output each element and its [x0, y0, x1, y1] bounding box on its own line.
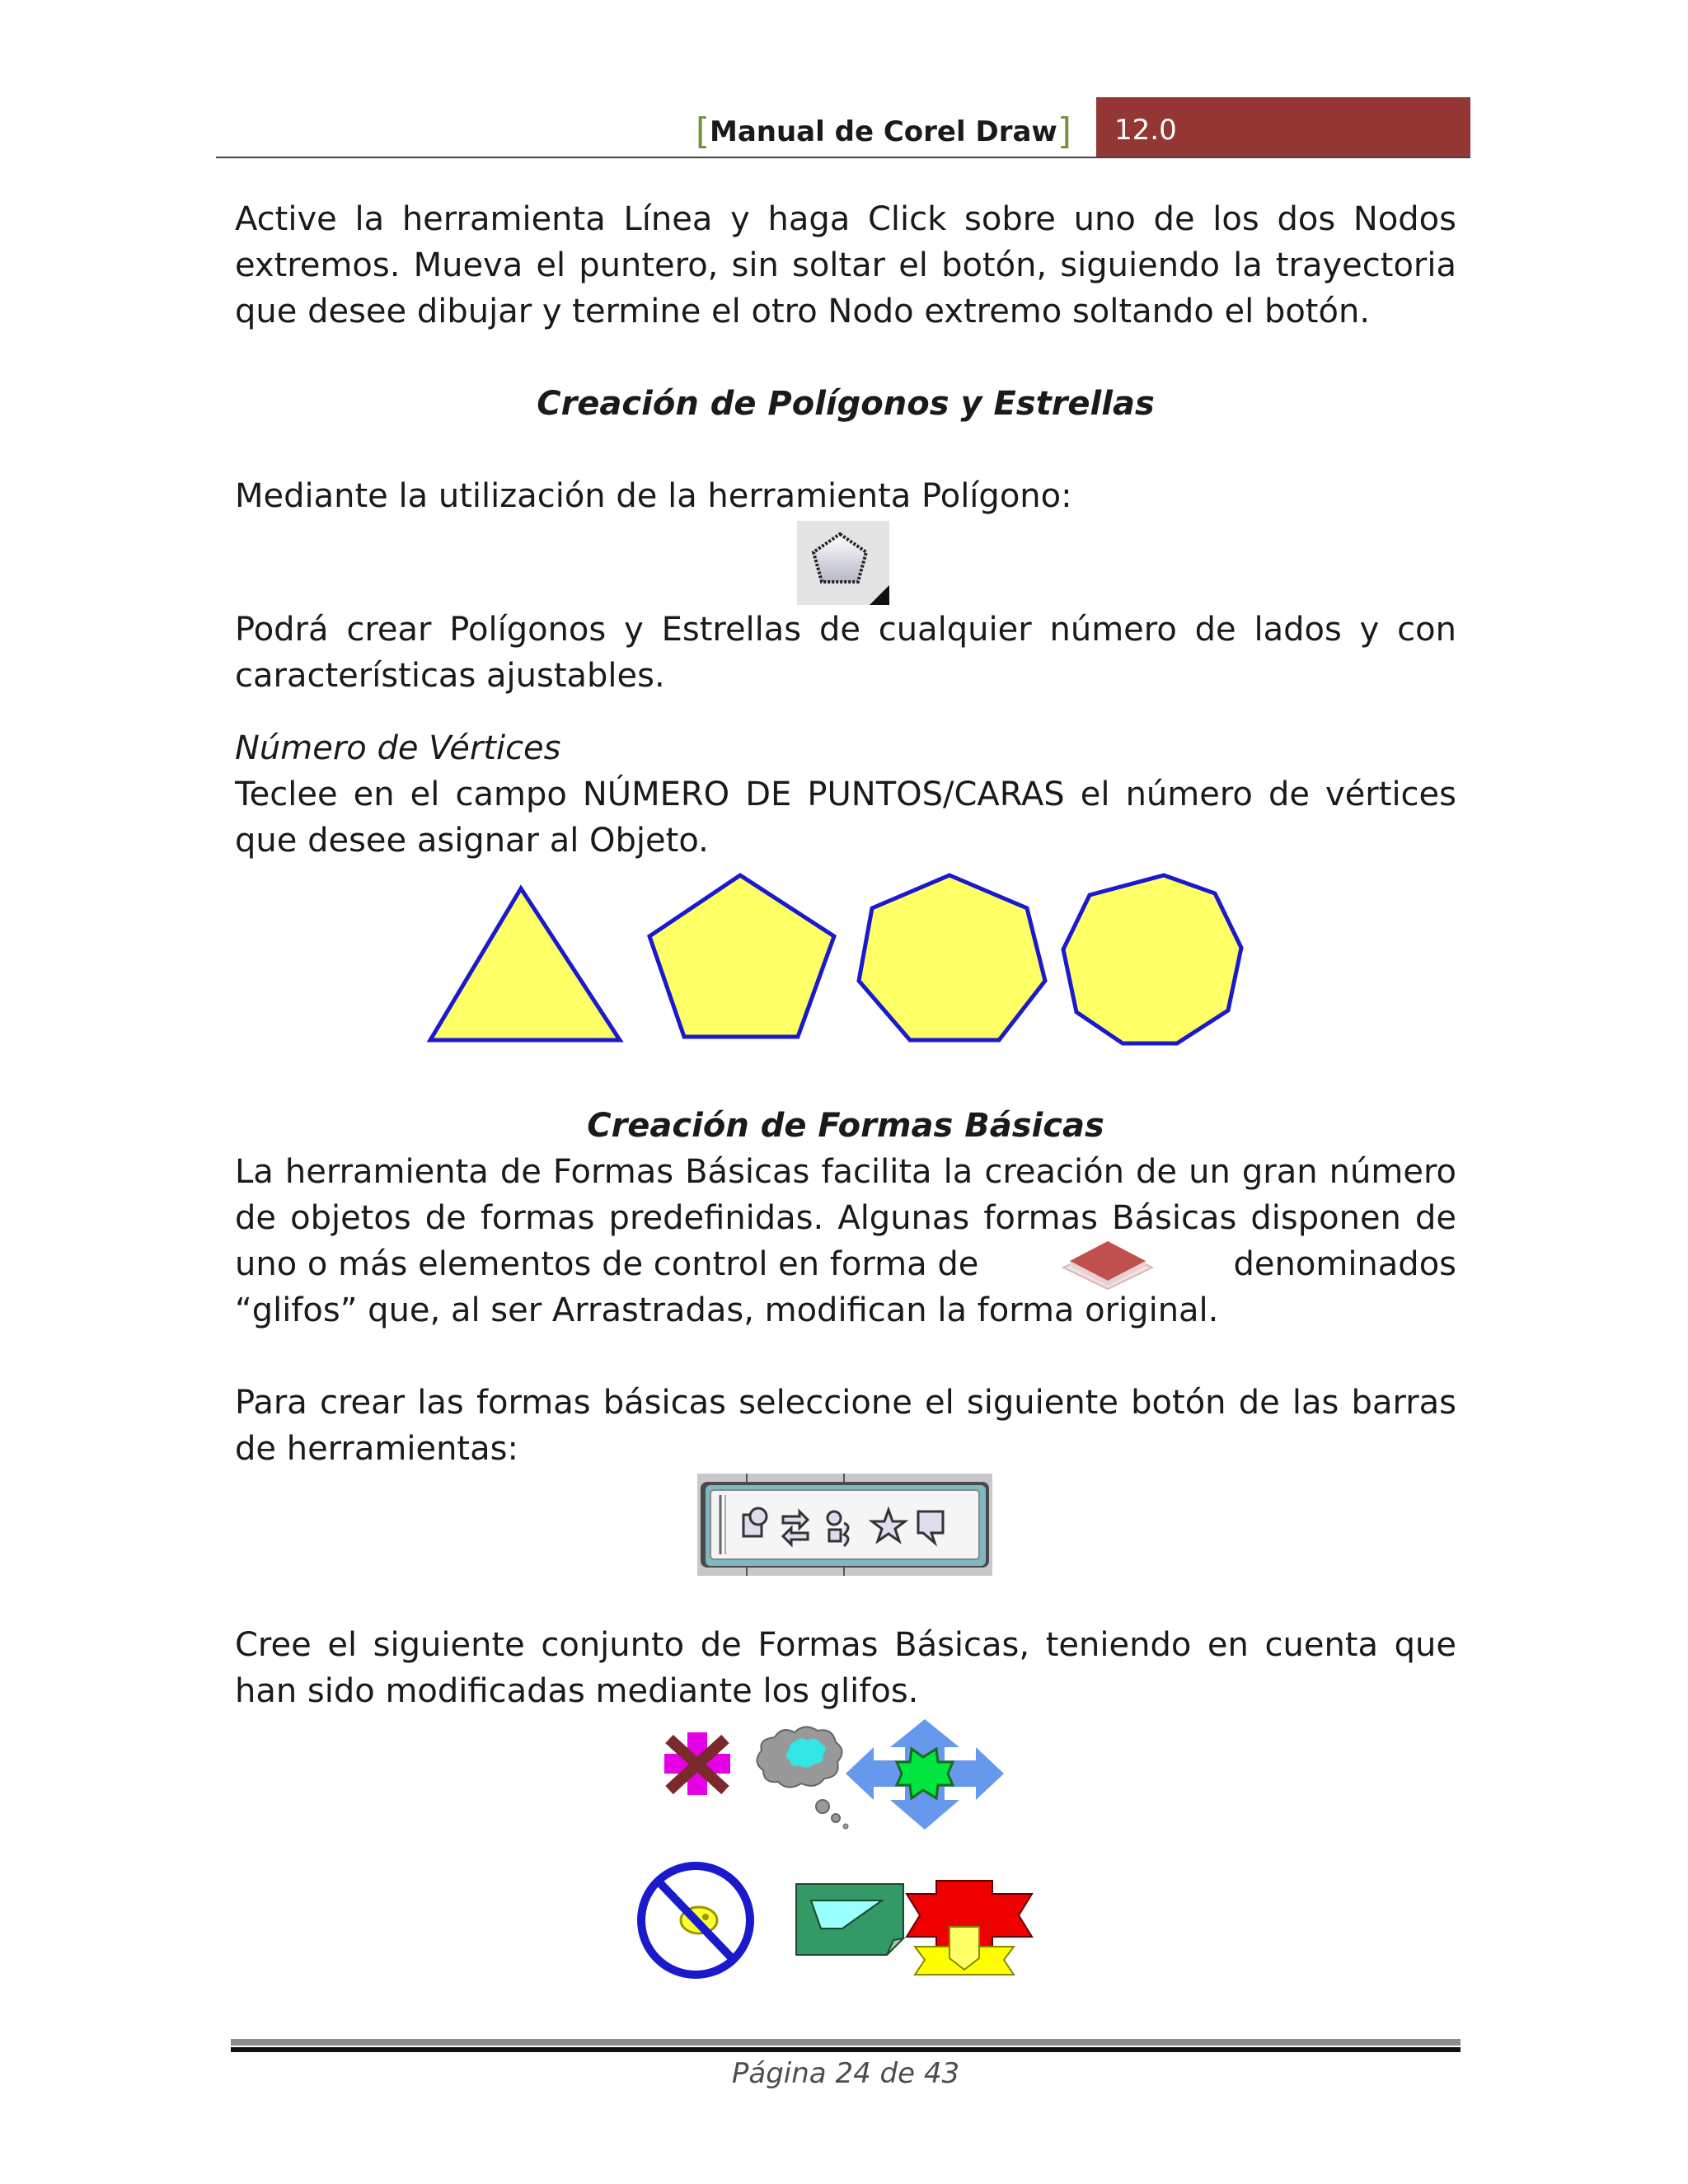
polygon-description — [235, 607, 1456, 699]
toolbar-line-2: de herramientas: — [235, 1430, 518, 1468]
header-bracket-open: [ — [695, 110, 710, 152]
intro-line-3: que desee dibujar y termine el otro Nodo extremo soltando el botón. — [235, 293, 1371, 330]
vertices-subheading: Número de Vértices — [235, 729, 561, 767]
page-number: Página 24 de 43 — [731, 2057, 960, 2090]
triangle-shape — [430, 888, 620, 1040]
footer-rule-gray — [231, 2039, 1461, 2046]
thought-cloud-shape — [757, 1727, 848, 1829]
four-way-arrow-shape — [846, 1719, 1004, 1830]
header-rule — [216, 157, 1470, 158]
shapes-set-line-1: Cree el siguiente conjunto de Formas Básicas, teniendo en cuenta que — [235, 1626, 1456, 1664]
glyph-diamond-icon — [1057, 1240, 1159, 1299]
header-bracket-close: ] — [1057, 110, 1071, 152]
header-title-text: Manual de Corel Draw — [709, 115, 1057, 148]
vertices-line-1: Teclee en el campo NÚMERO DE PUNTOS/CARAS el número de vértices — [235, 776, 1456, 813]
polygon-tool-intro: Mediante la utilización de la herramienta Polígono: — [235, 477, 1072, 515]
header-title — [692, 110, 1071, 152]
polygon-examples — [412, 857, 1278, 1055]
header-version: 12.0 — [1114, 114, 1177, 147]
basic-shapes-line-3 — [235, 1241, 1456, 1287]
polygon-desc-line-1: Podrá crear Polígonos y Estrellas de cualquier número de lados y con — [235, 611, 1456, 649]
intro-line-1: Active la herramienta Línea y haga Click sobre uno de los dos Nodos — [235, 200, 1456, 238]
folded-corner-shape — [796, 1884, 903, 1955]
cross-shape — [664, 1732, 730, 1795]
pentagon-shape — [649, 875, 834, 1037]
no-symbol-shape — [641, 1866, 750, 1975]
section-heading-basic-shapes: Creación de Formas Básicas — [587, 1107, 1104, 1145]
basic-shapes-line-4: “glifos” que, al ser Arrastradas, modifican la forma original. — [235, 1291, 1219, 1329]
shapes-set-paragraph — [235, 1622, 1456, 1714]
basic-shapes-line-3a: uno o más elementos de control en forma de — [235, 1245, 979, 1283]
modified-shapes-illustration — [626, 1718, 1055, 1998]
basic-shapes-paragraph — [235, 1149, 1456, 1333]
polygon-desc-line-2: características ajustables. — [235, 657, 665, 695]
basic-shapes-line-3b: denominados — [1233, 1245, 1456, 1283]
shapes-set-line-2: han sido modificadas mediante los glifos. — [235, 1672, 919, 1710]
section-heading-polygons: Creación de Polígonos y Estrellas — [537, 385, 1155, 423]
toolbar-line-1: Para crear las formas básicas seleccione el siguiente botón de las barras — [235, 1384, 1456, 1422]
basic-shapes-line-2: de objetos de formas predefinidas. Algunas formas Básicas disponen de — [235, 1199, 1456, 1237]
toolbar-paragraph — [235, 1380, 1456, 1472]
vertices-paragraph — [235, 771, 1456, 864]
polygon-tool-icon — [797, 521, 889, 605]
banner-shape — [907, 1881, 1032, 1975]
heptagon-shape — [859, 875, 1045, 1040]
intro-paragraph — [235, 196, 1456, 335]
intro-line-2: extremos. Mueva el puntero, sin soltar el botón, siguiendo la trayectoria — [235, 246, 1456, 284]
basic-shapes-toolbar — [697, 1474, 992, 1576]
basic-shapes-line-1: La herramienta de Formas Básicas facilita la creación de un gran número — [235, 1153, 1456, 1191]
footer-rule-black — [231, 2047, 1461, 2052]
vertices-line-2: que desee asignar al Objeto. — [235, 822, 709, 860]
nonagon-shape — [1063, 875, 1241, 1043]
